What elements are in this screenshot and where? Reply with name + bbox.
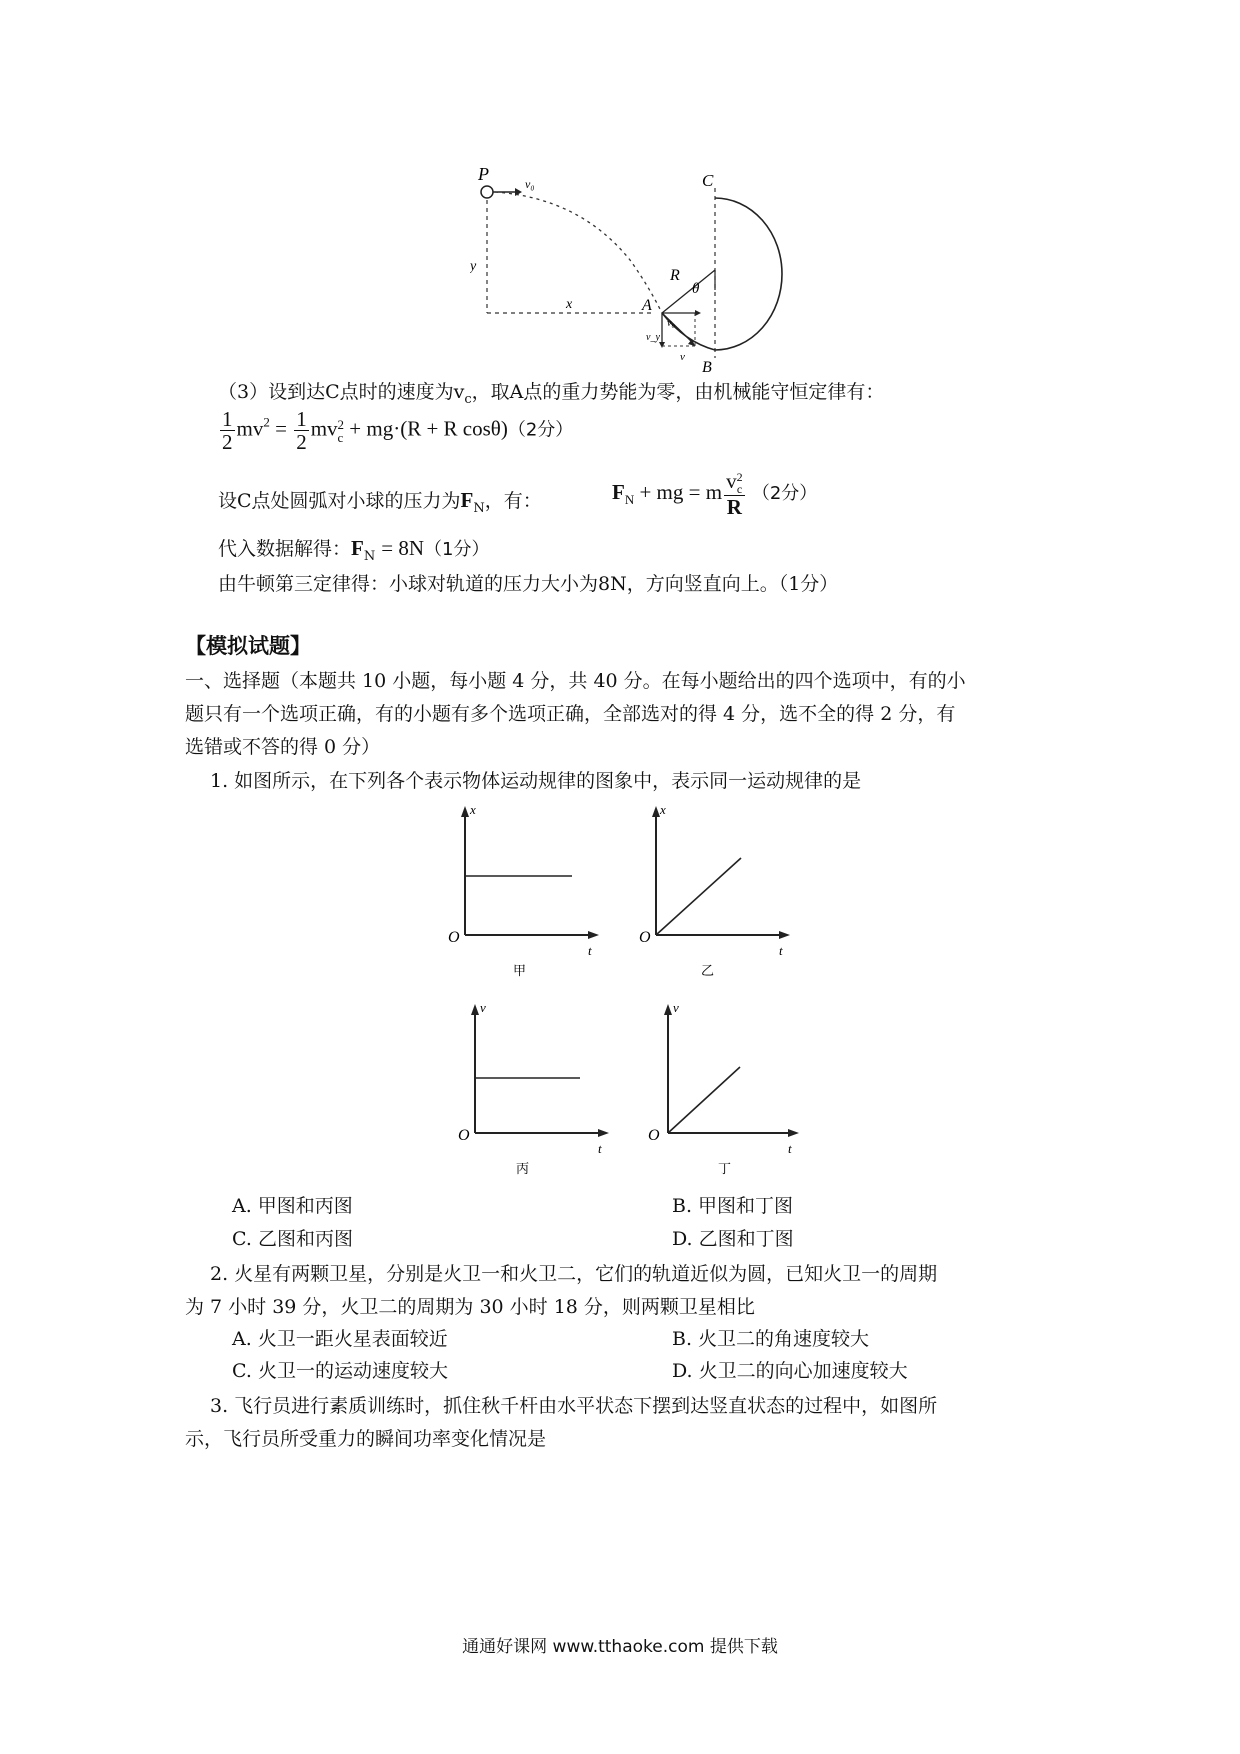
graph-yi-origin: O: [639, 929, 651, 946]
graph-bing-caption: 丙: [516, 1161, 530, 1176]
line-normal-force: 设C点处圆弧对小球的压力为$F_N$，有：: [218, 488, 542, 516]
projectile-circle-figure: [470, 160, 810, 375]
q2-option-c[interactable]: C. 火卫一的运动速度较大: [232, 1360, 448, 1382]
graph-yi: [636, 800, 806, 980]
q3-stem-line2: 示，飞行员所受重力的瞬间功率变化情况是: [185, 1428, 547, 1450]
line-newton-third: 由牛顿第三定律得：小球对轨道的压力大小为8N，方向竖直向上。（1分）: [218, 573, 839, 595]
graph-bing: [450, 998, 620, 1178]
q2-option-b[interactable]: B. 火卫二的角速度较大: [672, 1328, 870, 1350]
graph-yi-caption: 乙: [701, 963, 715, 978]
q2-stem-line1: 2. 火星有两颗卫星，分别是火卫一和火卫二，它们的轨道近似为圆，已知火卫一的周期: [210, 1263, 938, 1285]
label-v: v: [680, 351, 685, 363]
graph-jia-ylabel: x: [470, 802, 476, 817]
label-p: P: [478, 164, 489, 184]
q1-stem: 1. 如图所示，在下列各个表示物体运动规律的图象中，表示同一运动规律的是: [210, 770, 862, 792]
graph-bing-origin: O: [458, 1127, 470, 1144]
q1-option-c[interactable]: C. 乙图和丙图: [232, 1228, 353, 1250]
graph-bing-xlabel: t: [598, 1141, 602, 1156]
q3-stem-line1: 3. 飞行员进行素质训练时，抓住秋千杆由水平状态下摆到达竖直状态的过程中，如图所: [210, 1395, 938, 1417]
graph-yi-ylabel: x: [660, 802, 666, 817]
graph-ding-ylabel: v: [673, 1000, 679, 1015]
circular-track: [715, 198, 782, 350]
line-solve: 代入数据解得：$F_N = 8N(1$分）: [218, 536, 490, 564]
part1-intro-line1: 一、选择题（本题共 10 小题，每小题 4 分，共 40 分。在每小题给出的四个选项中，有的小: [185, 670, 966, 692]
label-a: A: [642, 297, 652, 314]
q2-option-d[interactable]: D. 火卫二的向心加速度较大: [672, 1360, 908, 1382]
graph-jia-xlabel: t: [588, 943, 592, 958]
q1-option-b[interactable]: B. 甲图和丁图: [672, 1195, 794, 1217]
page-footer: 通通好课网 www.tthaoke.com 提供下载: [462, 1637, 778, 1657]
equation-centripetal: $F_N$ + mg = m v 2 c R （2分）: [612, 469, 818, 520]
graph-jia-origin: O: [448, 929, 460, 946]
q1-option-d[interactable]: D. 乙图和丁图: [672, 1228, 794, 1250]
graph-jia-caption: 甲: [513, 963, 527, 978]
part3-intro: （3）设到达C点时的速度为$v_c$，取A点的重力势能为零，由机械能守恒定律有：: [218, 381, 885, 407]
label-v0: v₀: [525, 177, 535, 191]
label-b: B: [702, 359, 712, 375]
label-v0-small: v₀: [667, 318, 675, 329]
section-title: 【模拟试题】: [185, 633, 311, 658]
part1-intro-line2: 题只有一个选项正确，有的小题有多个选项正确，全部选对的得 4 分，选不全的得 2 分，有: [185, 703, 956, 725]
q2-option-a[interactable]: A. 火卫一距火星表面较近: [232, 1328, 448, 1350]
graph-ding-xlabel: t: [788, 1141, 792, 1156]
q2-stem-line2: 为 7 小时 39 分，火卫二的周期为 30 小时 18 分，则两颗卫星相比: [185, 1296, 755, 1318]
trajectory: [495, 192, 662, 313]
graph-bing-ylabel: v: [480, 1000, 486, 1015]
ball-p: [481, 186, 493, 198]
q1-option-a[interactable]: A. 甲图和丙图: [232, 1195, 353, 1217]
graph-ding: [640, 998, 810, 1178]
label-theta: θ: [692, 281, 700, 297]
label-r: R: [670, 267, 680, 284]
graph-jia: [440, 800, 610, 980]
label-c: C: [702, 171, 714, 190]
equation-energy: $\frac{1}{2}$ $mv^2$ = $\frac{1}{2}$ mv 2 c + mg·(R + R cosθ)（2分）: [222, 407, 574, 454]
graph-ding-origin: O: [648, 1127, 660, 1144]
label-vy: v_y: [646, 332, 660, 343]
label-x: x: [566, 297, 573, 312]
graph-ding-caption: 丁: [718, 1161, 732, 1176]
part1-intro-line3: 选错或不答的得 0 分）: [185, 736, 381, 758]
graph-yi-xlabel: t: [779, 943, 783, 958]
label-y: y: [470, 259, 477, 274]
